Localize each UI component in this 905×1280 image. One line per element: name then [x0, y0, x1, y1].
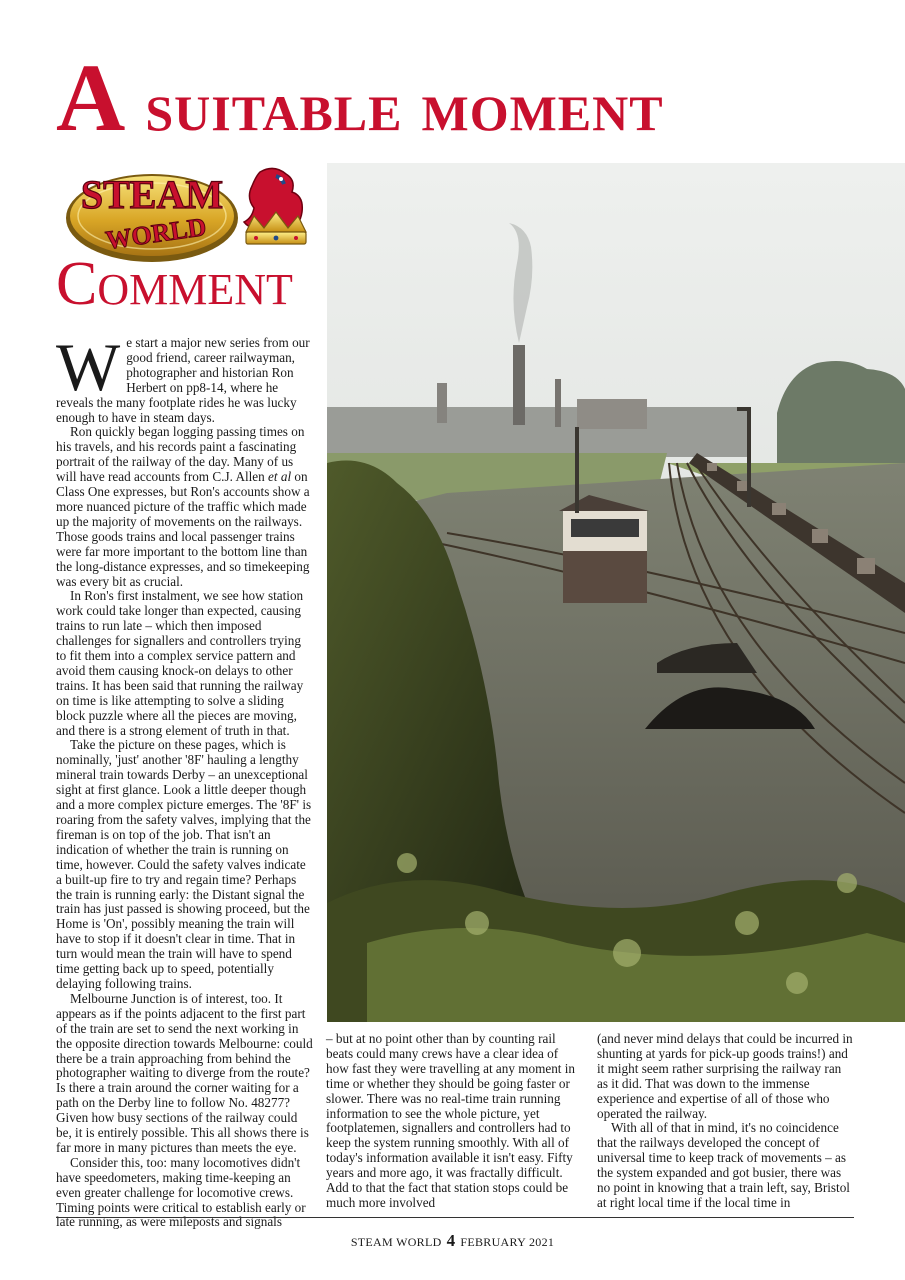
paragraph-2: Ron quickly began logging passing times on his travels, and his records paint a fascinating portrait of the railway of the day. Many of us will have read accounts from C.J. Allen et al on Class One expresses, but Ron's accounts show a more nuanced picture of the traffic which made up the majority of movements on the railways. Those goods trains and local passenger trains were far more important to the bottom line than the long-distance expresses, and so timekeeping was every bit as crucial. — [56, 424, 310, 589]
headline — [56, 44, 886, 156]
article-column-3 — [597, 1032, 855, 1211]
article-column-2 — [326, 1032, 584, 1211]
page-footer — [0, 1232, 905, 1251]
steam-world-logo — [60, 162, 318, 266]
paragraph-1: We start a major new series from our good friend, career railwayman, photographer and historian Ron Herbert on pp8-14, where he reveals the many footplate rides he was lucky enough to have in steam days. — [56, 329, 310, 425]
footer-magazine: STEAM WORLD — [350, 1235, 442, 1249]
section-title — [56, 252, 293, 322]
drop-cap: W — [56, 329, 121, 405]
paragraph-4: Take the picture on these pages, which is nominally, 'just' another '8F' hauling a lengthy mineral train towards Derby – an unexceptional sight at first glance. Look a little deeper though and a more complex picture emerges. The '8F' is roaring from the safety valves, implying that the fireman is on top of the job. That isn't an indication of whether the train is running on time, however. Could the safety valves indicate a built-up fire to try and regain time? Perhaps the train is running early: the Distant signal the train has just passed is showing proceed, but the Home is 'On', possibly meaning the train will have to stop if it doesn't clear in time. That in turn would mean the train will have to spend time getting back up to speed, potentially delaying following trains. — [56, 737, 312, 991]
logo-word-steam: STEAM — [80, 172, 224, 217]
article-column-1 — [56, 329, 314, 1230]
railway-photograph — [327, 163, 905, 1022]
headline-rest: suitable moment — [126, 66, 664, 146]
footer-issue: FEBRUARY 2021 — [460, 1235, 555, 1249]
paragraph-5: Melbourne Junction is of interest, too. It appears as if the points adjacent to the first part of the train are set to send the next working in the opposite direction towards Melbourne: could there be a train approaching from behind the photographer waiting to diverge from the route? Is there a train around the corner waiting for a path on the Derby line to follow No. 48277? Given how busy sections of the railway could be, it is entirely possible. This all shows there is far more in many pictures than meets the eye. — [56, 990, 313, 1155]
logo-word-world: WORLD — [103, 212, 209, 255]
footer-rule — [56, 1217, 854, 1218]
headline-initial: A — [56, 44, 127, 151]
section-title-rest: OMMENT — [97, 265, 293, 314]
page-number: 4 — [446, 1231, 456, 1250]
section-title-initial: C — [56, 250, 98, 318]
paragraph-3: In Ron's first instalment, we see how station work could take longer than expected, causing trains to run late – which then imposed challenges for signallers and controllers trying to fit them into a complex service pattern and avoid them causing knock-on delays to other trains. It has been said that running the railway on time is like attempting to solve a sliding block puzzle where all the pieces are moving, and there is a strong element of truth in that. — [56, 588, 304, 738]
paragraph-9: With all of that in mind, it's no coincidence that the railways developed the concept of universal time to keep track of movements – as the system expanded and got busier, there was no point in knowing that a train left, say, Bristol at right local time if the local time in — [597, 1120, 850, 1210]
paragraph-8: (and never mind delays that could be incurred in shunting at yards for pick-up goods trains!) and it might seem rather surprising the railway ran as it did. That was down to the immense experience and expertise of all of those who operated the railway. — [597, 1031, 853, 1121]
paragraph-6: Consider this, too: many locomotives didn't have speedometers, making time-keeping an even greater challenge for locomotive crews. Timing points were critical to establish early or late running, as were mileposts and signals — [56, 1154, 306, 1230]
paragraph-7: – but at no point other than by counting rail beats could many crews have a clear idea of how fast they were travelling at any moment in time or whether they should be going faster or slower. There was no real-time train running information to see the whole picture, yet footplatemen, signallers and controllers had to keep the system running smoothly. With all of today's information available it isn't easy. Fifty years and more ago, it was fractally difficult. Add to that the fact that station stops could be much more involved — [326, 1031, 576, 1210]
